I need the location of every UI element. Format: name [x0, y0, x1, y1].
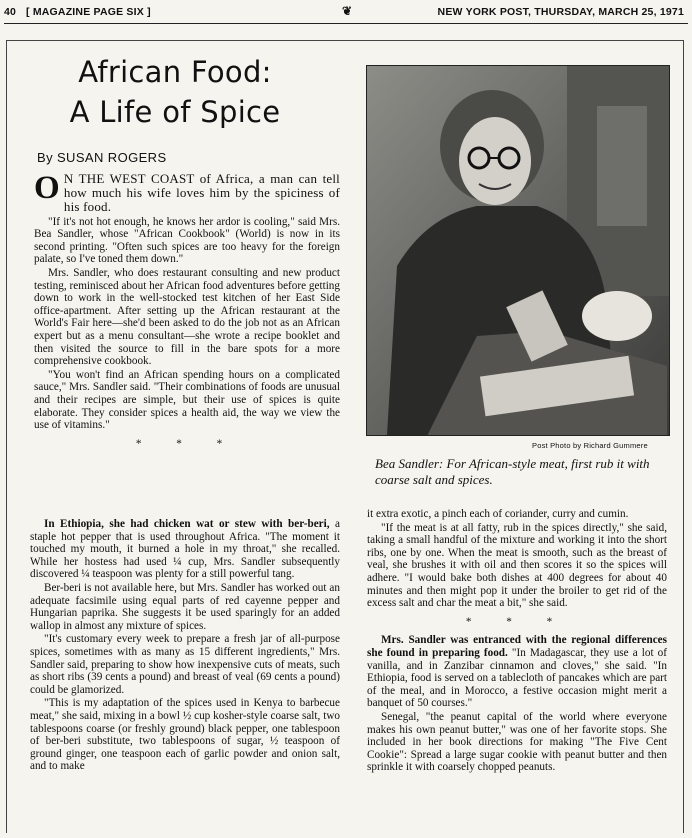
paragraph: it extra exotic, a pinch each of coriander, curry and cumin. [367, 508, 629, 520]
masthead [4, 6, 688, 20]
ornament-icon: ❦ [342, 4, 353, 18]
paragraph-text: "In Madagascar, they use a lot of vanilla, and in Zanzibar cinnamon and cloves," she said. "In Ethiopia, food is served on a tablecloth of pancakes which are part of the meal, and in Morocco, a festive occasion might merit a banquet of 50 courses." [367, 646, 667, 710]
headline-line-2: A Life of Spice [69, 95, 281, 129]
paragraph-text: a staple hot pepper that is used throughout Africa. "The moment it touched my mouth, it burned a hole in my throat," she recalled. While her hostess had used ¼ cup, Mrs. Sandler subsequently discovered ¼ teaspoon was plenty for a still powerful tang. [30, 518, 340, 581]
paragraph: Ber-beri is not available here, but Mrs. Sandler has worked out an adequate facsimile using equal parts of red cayenne pepper and Hungarian paprika. She suggests it be used sparingly for an added wallop in almost any mixture of spices. [30, 581, 340, 632]
paragraph [30, 518, 340, 581]
photo-image [367, 66, 669, 435]
run-in-bold: In Ethiopia, she had chicken wat or stew with ber-beri, [44, 518, 330, 530]
column-2 [30, 518, 340, 774]
photo-caption: Bea Sandler: For African-style meat, first rub it with coarse salt and spices. [375, 456, 650, 487]
lead-paragraph [34, 172, 340, 215]
photo [366, 65, 670, 436]
dateline: NEW YORK POST, THURSDAY, MARCH 25, 1971 [437, 6, 684, 18]
headline [30, 52, 320, 132]
paragraph: "It's customary every week to prepare a fresh jar of all-purpose spices, sometimes with as many as 15 different ingredients," Mrs. Sandler said, preparing to show how inexpensive cuts of meats, such as short ribs (39 cents a pound) and breast of veal (69 cents a pound) could be glamorized. [30, 633, 340, 696]
photo-credit: Post Photo by Richard Gummere [532, 441, 648, 450]
section-label: [ MAGAZINE PAGE SIX ] [26, 6, 151, 18]
paragraph: Mrs. Sandler, who does restaurant consulting and new product testing, reminisced about her African food adventures before getting down to work in the well-stocked test kitchen of her East Side office-apartment. After setting up the African restaurant at the World's Fair here—she'd been asked to do the job not as an African expert but as a menu consultant—she wrote a recipe booklet and then visited the source to fill in the bare spots for a more comprehensive cookbook. [34, 266, 340, 368]
byline: By SUSAN ROGERS [37, 150, 167, 165]
run-in-bold-2: Mrs. Sandler was entranced with the regional differences she found in preparing food. [367, 634, 667, 659]
headline-line-1: African Food: [78, 55, 272, 89]
paragraph: "This is my adaptation of the spices used in Kenya to barbecue meat," she said, mixing in a bowl ½ cup kosher-style coarse salt, two tablespoons coarse (or freshly ground) black pepper, one tablespoon of ber-beri substitute, two tablespoons of sugar, ½ teaspoon of ground ginger, one teaspoon each of garlic powder and onion salt, and to make [30, 697, 340, 773]
paragraph [367, 634, 667, 710]
paragraph: "You won't find an African spending hours on a complicated sauce," Mrs. Sandler said. "Their combinations of foods are unusual and their recipes are simple, but their use of spices is quite elaborate. They consider spices a health aid, the way we view the use of vitamins." [34, 368, 340, 432]
paragraph: "If it's not hot enough, he knows her ardor is cooling," said Mrs. Bea Sandler, whose "African Cookbook" (World) is now in its second printing. "Often such spices are too heavy for the foreign palate, so I've toned them down." [34, 215, 340, 266]
page-number: 40 [4, 6, 17, 18]
column-1 [34, 172, 340, 456]
lead-text: N THE WEST COAST of Africa, a man can tell how much his wife loves him by the spiciness of his food. [63, 171, 340, 215]
paragraph: "If the meat is at all fatty, rub in the spices directly," she said, taking a small handful of the mixture and working it into the short ribs, one by one. When the meat is smooth, such as the breast of veal, she brushes it with oil and then scores it so the spices will adhere. "I would bake both dishes at 400 degrees for about 40 minutes and then might pop it under the broiler to get rid of the excess salt and char the meat a bit," she said. [367, 521, 667, 610]
section-separator-2: * * * [465, 615, 569, 628]
paragraph: Senegal, "the peanut capital of the world where everyone makes his own peanut butter," was one of her favorite stops. She included in her book directions for making "The Five Cent Cookie": Spread a large sugar cookie with peanut butter and then sprinkle it with coarsely chopped peanuts. [367, 710, 667, 774]
column-3 [367, 508, 667, 775]
drop-cap: O [34, 170, 60, 206]
section-separator: * * * [135, 437, 239, 450]
masthead-rule [4, 23, 688, 24]
